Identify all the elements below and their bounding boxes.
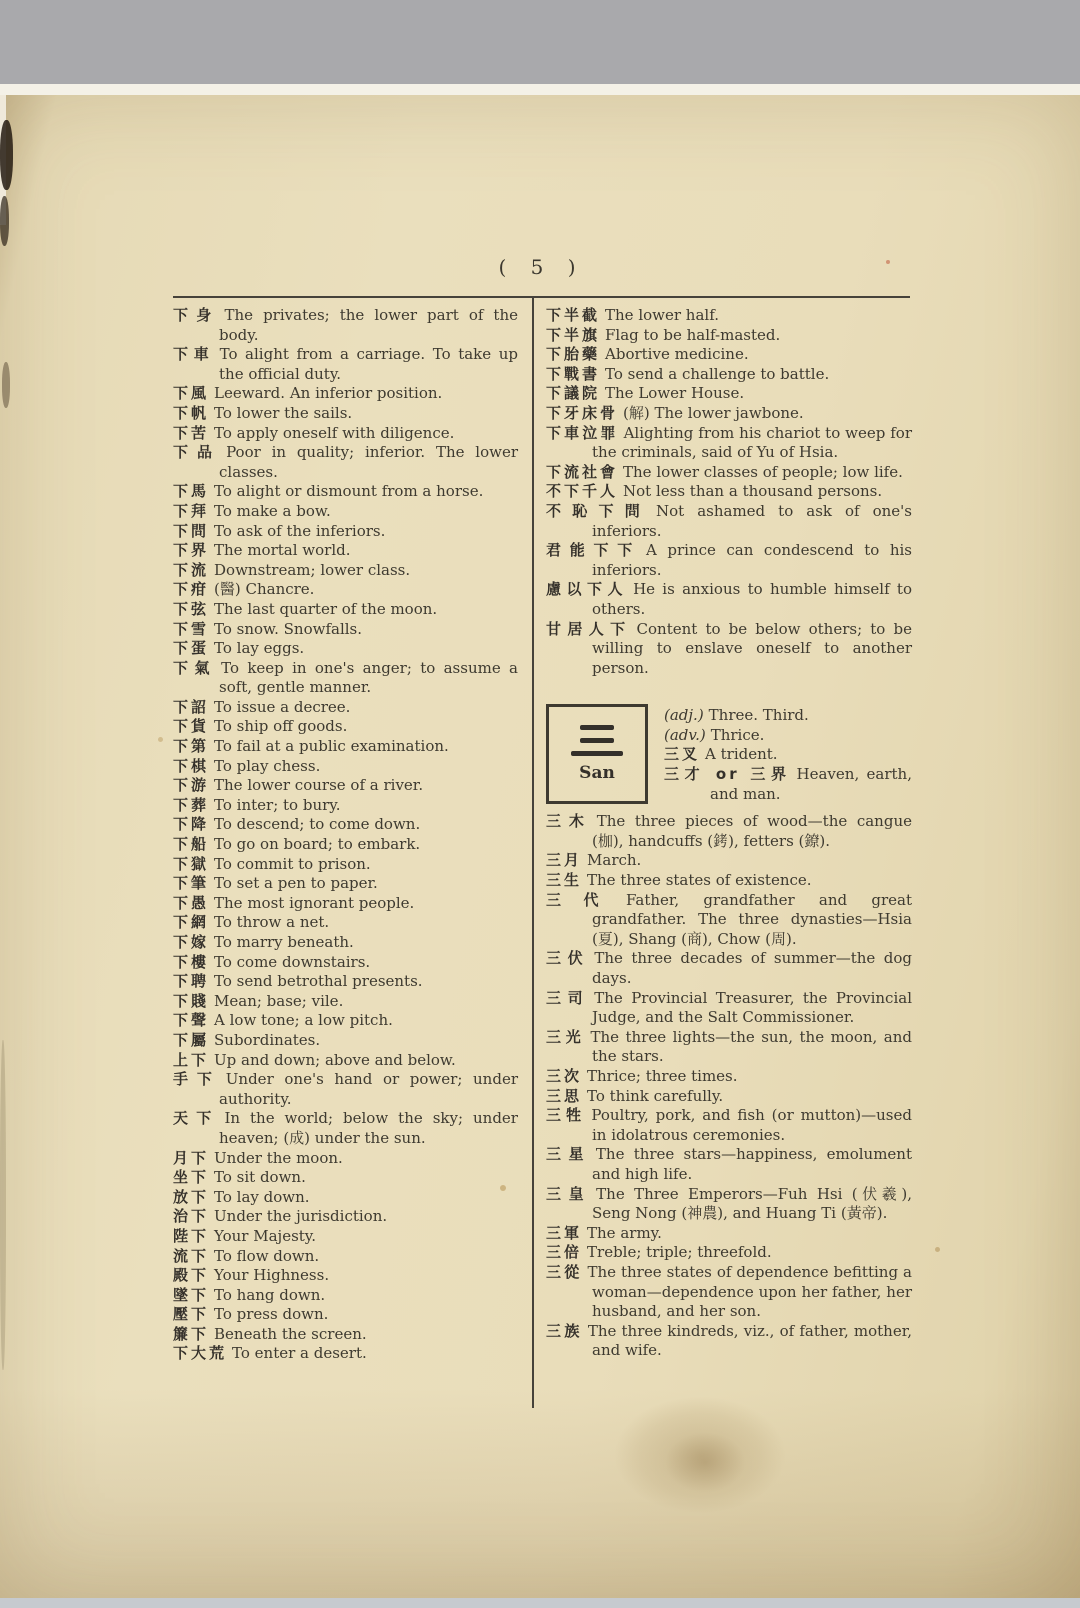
dictionary-entry xyxy=(173,1325,518,1345)
dictionary-entry xyxy=(173,659,518,698)
entry-headword: 月下 xyxy=(173,1148,210,1167)
entry-definition: To ask of the inferiors. xyxy=(214,521,386,540)
entry-definition: To send betrothal presents. xyxy=(214,972,423,991)
dictionary-entry xyxy=(546,1243,912,1263)
dictionary-entry xyxy=(173,1286,518,1306)
dictionary-entry xyxy=(173,1247,518,1267)
entry-headword: 不下千人 xyxy=(546,482,619,501)
entry-headword: 下身 xyxy=(173,306,220,324)
dictionary-entry xyxy=(173,894,518,914)
entry-headword: 下半截 xyxy=(546,306,601,324)
dictionary-entry xyxy=(173,1011,518,1031)
entry-definition: Subordinates. xyxy=(214,1030,321,1049)
dictionary-entry xyxy=(173,580,518,600)
entry-headword: 下船 xyxy=(173,835,210,854)
entry-headword: 下疳 xyxy=(173,580,210,599)
entry-definition: A trident. xyxy=(705,745,778,764)
entry-headword: 殿下 xyxy=(173,1266,210,1285)
entry-headword: 下詔 xyxy=(173,697,210,716)
right-column xyxy=(546,306,912,1361)
entry-definition: The three pieces of wood—the cangue (枷), handcuffs (銬), fetters (鐐). xyxy=(592,812,912,850)
entry-definition: To ship off goods. xyxy=(214,717,348,736)
dictionary-entry xyxy=(546,384,912,404)
entry-headword: 下弦 xyxy=(173,599,210,618)
dictionary-entry xyxy=(173,345,518,384)
entry-definition: To press down. xyxy=(214,1305,329,1324)
entry-definition: Abortive medicine. xyxy=(605,345,749,364)
dictionary-entry xyxy=(546,1185,912,1224)
dictionary-entry xyxy=(173,639,518,659)
entry-definition: The army. xyxy=(587,1223,662,1242)
dictionary-entry xyxy=(173,404,518,424)
dictionary-entry xyxy=(173,757,518,777)
entry-headword: 下筆 xyxy=(173,874,210,893)
entry-headword: 下胎藥 xyxy=(546,345,601,364)
dictionary-entry xyxy=(546,404,912,424)
entry-headword: 下葬 xyxy=(173,795,210,814)
entry-definition: To descend; to come down. xyxy=(214,815,421,834)
dictionary-entry xyxy=(546,541,912,580)
dictionary-entry xyxy=(173,561,518,581)
dictionary-entry xyxy=(546,891,912,950)
entry-definition: Thrice; three times. xyxy=(587,1067,738,1085)
entry-headword: 下大荒 xyxy=(173,1344,228,1363)
page-number: ( 5 ) xyxy=(498,255,585,279)
entry-definition: Under one's hand or power; under authority. xyxy=(219,1070,518,1108)
entry-definition: In the world; below the sky; under heaven; (成) under the sun. xyxy=(219,1109,518,1147)
entry-headword: 下戰書 xyxy=(546,364,601,383)
entry-headword: 甘居人下 xyxy=(546,619,632,638)
entry-definition: The three stars—happiness, emolument and high life. xyxy=(592,1145,912,1183)
entry-definition: To alight from a carriage. To take up the official duty. xyxy=(219,345,518,383)
entry-definition: The lower course of a river. xyxy=(214,776,424,795)
entry-definition: To enter a desert. xyxy=(232,1344,367,1363)
dictionary-entry xyxy=(173,522,518,542)
entry-definition: A low tone; a low pitch. xyxy=(214,1011,393,1030)
dictionary-entry xyxy=(173,1051,518,1071)
entry-headword: 三次 xyxy=(546,1067,583,1085)
entry-headword: 三倍 xyxy=(546,1243,583,1262)
dictionary-entry xyxy=(173,1149,518,1169)
dictionary-entry xyxy=(546,1028,912,1067)
entry-headword: 下嫁 xyxy=(173,933,210,951)
entry-headword: 下車泣罪 xyxy=(546,423,619,442)
entry-definition: Content to be below others; to be willing to enslave oneself to another person. xyxy=(592,619,912,677)
entry-definition: The three states of existence. xyxy=(587,871,812,890)
entry-headword: 下樓 xyxy=(173,952,210,971)
dictionary-entry xyxy=(173,933,518,953)
entry-definition: The last quarter of the moon. xyxy=(214,599,438,618)
entry-headword: 下馬 xyxy=(173,482,210,501)
entry-definition: The mortal world. xyxy=(214,541,351,560)
entry-headword: 下氣 xyxy=(173,658,217,677)
entry-headword: 三光 xyxy=(546,1027,586,1046)
entry-definition: To fail at a public examination. xyxy=(214,737,449,756)
dictionary-entry xyxy=(173,1188,518,1208)
entry-headword: 下帆 xyxy=(173,403,210,422)
dictionary-entry xyxy=(546,365,912,385)
page-top-edge xyxy=(0,84,1080,95)
entry-definition: To lay eggs. xyxy=(214,639,305,658)
dictionary-entry xyxy=(173,953,518,973)
entry-headword: 三叉 xyxy=(664,745,701,764)
entry-headword: 下游 xyxy=(173,776,210,795)
entry-definition: To apply oneself with diligence. xyxy=(214,423,455,442)
entry-definition: Downstream; lower class. xyxy=(214,560,411,579)
dictionary-entry xyxy=(173,972,518,992)
column-divider xyxy=(532,296,534,1408)
dictionary-entry xyxy=(173,384,518,404)
dictionary-entry xyxy=(173,874,518,894)
entry-headword: 天下 xyxy=(173,1109,220,1128)
entry-definition: The lower half. xyxy=(605,306,719,324)
part-of-speech: (adv.) xyxy=(664,725,706,744)
entry-definition: To sit down. xyxy=(214,1168,306,1187)
entry-definition: March. xyxy=(587,851,642,870)
dictionary-entry xyxy=(173,1070,518,1109)
entry-headword: 下聲 xyxy=(173,1011,210,1030)
dictionary-entry xyxy=(546,1087,912,1107)
entry-headword: 陛下 xyxy=(173,1226,210,1245)
dictionary-entry xyxy=(546,989,912,1028)
dictionary-entry xyxy=(546,1263,912,1322)
entry-headword: 三才 or 三界 xyxy=(664,765,792,784)
dictionary-entry xyxy=(546,306,912,326)
entry-definition: He is anxious to humble himself to others. xyxy=(592,580,912,618)
entry-headword: 下界 xyxy=(173,541,210,560)
entry-definition: To marry beneath. xyxy=(214,933,354,951)
entry-headword: 下聘 xyxy=(173,972,210,991)
dictionary-entry xyxy=(173,776,518,796)
entry-headword: 下屬 xyxy=(173,1030,210,1049)
entry-definition: To think carefully. xyxy=(587,1086,724,1105)
dictionary-entry xyxy=(546,482,912,502)
entry-definition: To send a challenge to battle. xyxy=(605,364,830,383)
entry-definition: To play chess. xyxy=(214,756,321,775)
entry-definition: Three. Third. xyxy=(708,706,809,725)
page-edge-shadow xyxy=(0,1040,6,1370)
page-edge-shadow xyxy=(0,196,9,246)
entry-headword: 下品 xyxy=(173,443,222,462)
entry-headword: 君能下下 xyxy=(546,541,642,560)
entry-headword: 三思 xyxy=(546,1086,583,1105)
entry-definition: Alighting from his chariot to weep for the criminals, said of Yu of Hsia. xyxy=(592,423,912,462)
entry-definition: Your Highness. xyxy=(214,1266,330,1285)
entry-headword: 下愚 xyxy=(173,893,210,912)
part-of-speech: (adj.) xyxy=(664,706,704,725)
entry-definition: Heaven, earth, and man. xyxy=(710,765,912,803)
dictionary-entry xyxy=(173,1031,518,1051)
entry-headword: 放下 xyxy=(173,1187,210,1206)
entry-definition: To set a pen to paper. xyxy=(214,874,378,893)
dictionary-entry xyxy=(173,698,518,718)
dictionary-entry xyxy=(173,815,518,835)
entry-headword: 下車 xyxy=(173,345,215,364)
entry-headword: 下拜 xyxy=(173,501,210,520)
dictionary-entry xyxy=(546,871,912,891)
dictionary-entry xyxy=(173,600,518,620)
header-rule xyxy=(173,296,910,298)
entry-definition: The three kindreds, viz., of father, mother, and wife. xyxy=(587,1321,912,1360)
dictionary-entry xyxy=(546,1322,912,1361)
san-subentry xyxy=(664,765,912,804)
entry-headword: 三從 xyxy=(546,1262,583,1281)
entry-headword: 下流 xyxy=(173,560,210,579)
entry-headword: 三皇 xyxy=(546,1184,592,1203)
san-subentry xyxy=(664,745,912,765)
entry-headword: 下苦 xyxy=(173,423,210,442)
page-bottom-edge xyxy=(0,1598,1080,1608)
entry-headword: 上下 xyxy=(173,1050,210,1069)
dictionary-entry xyxy=(546,580,912,619)
entry-headword: 三伏 xyxy=(546,949,590,968)
san-subentries xyxy=(664,704,912,804)
entry-definition: Poultry, pork, and fish (or mutton)—used in idolatrous ceremonies. xyxy=(591,1106,912,1144)
entry-definition: To alight or dismount from a horse. xyxy=(214,482,484,501)
paper-speck xyxy=(500,1185,506,1191)
entry-definition: Not ashamed to ask of one's inferiors. xyxy=(592,501,912,540)
entry-definition: A prince can condescend to his inferiors. xyxy=(592,541,912,579)
dictionary-entry xyxy=(546,1224,912,1244)
san-romanization: San xyxy=(579,763,615,784)
entry-headword: 下貨 xyxy=(173,717,210,736)
entry-definition: Not less than a thousand persons. xyxy=(623,482,883,501)
dictionary-entry xyxy=(173,796,518,816)
page-edge-shadow xyxy=(0,120,13,190)
entry-headword: 手下 xyxy=(173,1070,221,1089)
dictionary-entry xyxy=(173,855,518,875)
dictionary-entry xyxy=(546,463,912,483)
dictionary-entry xyxy=(173,1227,518,1247)
dictionary-entry xyxy=(546,1145,912,1184)
entry-definition: Your Majesty. xyxy=(214,1226,317,1245)
entry-headword: 三牲 xyxy=(546,1106,587,1125)
entry-headword: 下雪 xyxy=(173,619,210,638)
dictionary-entry xyxy=(173,717,518,737)
entry-headword: 下棋 xyxy=(173,756,210,775)
page-edge-shadow xyxy=(2,362,10,408)
entry-headword: 簾下 xyxy=(173,1324,210,1343)
entry-definition: To hang down. xyxy=(214,1285,326,1304)
dictionary-entry xyxy=(173,992,518,1012)
san-character-glyph xyxy=(571,725,623,756)
san-subentry xyxy=(664,706,912,726)
entry-definition: Mean; base; vile. xyxy=(214,991,344,1010)
entry-definition: Under the jurisdiction. xyxy=(214,1207,388,1226)
entry-headword: 下降 xyxy=(173,815,210,834)
entry-headword: 三族 xyxy=(546,1321,583,1340)
entry-headword: 三月 xyxy=(546,851,583,870)
entry-definition: Up and down; above and below. xyxy=(214,1050,456,1069)
entry-definition: To throw a net. xyxy=(214,913,330,932)
dictionary-entry xyxy=(173,1168,518,1188)
paper-speck xyxy=(935,1247,940,1252)
dictionary-entry xyxy=(173,620,518,640)
entry-definition: The privates; the lower part of the body. xyxy=(219,306,518,344)
entry-definition: (醫) Chancre. xyxy=(214,580,315,599)
dictionary-entry xyxy=(173,541,518,561)
entry-headword: 慮以下人 xyxy=(546,580,629,599)
entry-definition: Leeward. An inferior position. xyxy=(214,384,443,403)
entry-headword: 下風 xyxy=(173,384,210,403)
entry-definition: Poor in quality; inferior. The lower classes. xyxy=(219,443,518,481)
dictionary-entry xyxy=(546,812,912,851)
dictionary-entry xyxy=(546,851,912,871)
dictionary-entry xyxy=(546,1067,912,1087)
dictionary-entry xyxy=(173,1344,518,1364)
entry-headword: 下網 xyxy=(173,913,210,932)
dictionary-entry xyxy=(173,306,518,345)
entry-headword: 下賤 xyxy=(173,991,210,1010)
entry-headword: 三軍 xyxy=(546,1223,583,1242)
entry-definition: To keep in one's anger; to assume a soft, gentle manner. xyxy=(219,658,518,697)
entry-headword: 三生 xyxy=(546,871,583,890)
entry-definition: To come downstairs. xyxy=(214,952,371,971)
dictionary-entry xyxy=(546,326,912,346)
entry-definition: Thrice. xyxy=(710,725,765,744)
entry-definition: To lay down. xyxy=(214,1187,310,1206)
dictionary-entry xyxy=(173,1109,518,1148)
entry-headword: 下半旗 xyxy=(546,325,601,344)
dictionary-entry xyxy=(546,345,912,365)
dictionary-entry xyxy=(173,913,518,933)
dictionary-entry xyxy=(173,835,518,855)
entry-headword: 三星 xyxy=(546,1145,591,1164)
entry-definition: To go on board; to embark. xyxy=(214,835,421,854)
entry-headword: 三司 xyxy=(546,988,590,1007)
entry-headword: 下蛋 xyxy=(173,639,210,658)
entry-definition: The most ignorant people. xyxy=(214,893,415,912)
entry-headword: 下第 xyxy=(173,737,210,756)
entry-headword: 三代 xyxy=(546,890,621,909)
entry-headword: 下議院 xyxy=(546,384,601,403)
dictionary-entry xyxy=(173,502,518,522)
entry-definition: The three decades of summer—the dog days. xyxy=(592,949,912,988)
entry-definition: To flow down. xyxy=(214,1246,320,1265)
dictionary-entry xyxy=(173,443,518,482)
entry-headword: 坐下 xyxy=(173,1168,210,1187)
entry-headword: 治下 xyxy=(173,1207,210,1226)
dictionary-entry xyxy=(173,737,518,757)
san-radical-box xyxy=(546,704,648,804)
dictionary-entry xyxy=(173,482,518,502)
dictionary-entry xyxy=(173,1305,518,1325)
entry-definition: (解) The lower jawbone. xyxy=(623,403,804,422)
entry-definition: Beneath the screen. xyxy=(214,1324,367,1343)
dictionary-entry xyxy=(546,949,912,988)
entry-headword: 下獄 xyxy=(173,854,210,873)
entry-definition: The three lights—the sun, the moon, and the stars. xyxy=(590,1027,912,1066)
entry-definition: The Lower House. xyxy=(605,384,745,403)
entry-headword: 下問 xyxy=(173,521,210,540)
entry-definition: The Provincial Treasurer, the Provincial Judge, and the Salt Commissioner. xyxy=(592,988,912,1027)
entry-headword: 三木 xyxy=(546,812,592,831)
dictionary-entry xyxy=(546,1106,912,1145)
entry-definition: To lower the sails. xyxy=(214,403,353,422)
entry-headword: 流下 xyxy=(173,1246,210,1265)
entry-definition: To make a bow. xyxy=(214,501,331,520)
paper-speck xyxy=(886,260,890,264)
entry-definition: The three states of dependence befitting a woman—dependence upon her father, her husband, and her son. xyxy=(587,1262,912,1321)
entry-headword: 壓下 xyxy=(173,1305,210,1324)
san-subentry xyxy=(664,726,912,746)
entry-headword: 下流社會 xyxy=(546,462,619,481)
entry-definition: Flag to be half-masted. xyxy=(605,325,781,344)
entry-definition: To commit to prison. xyxy=(214,854,371,873)
dictionary-entry xyxy=(546,502,912,541)
entry-definition: Under the moon. xyxy=(214,1148,343,1167)
left-column xyxy=(173,306,518,1364)
dictionary-entry xyxy=(173,1207,518,1227)
entry-definition: Treble; triple; threefold. xyxy=(587,1243,772,1262)
entry-definition: Father, grandfather and great grandfather. The three dynasties—Hsia (夏), Shang (商), Chow (周). xyxy=(592,890,912,948)
xia-entries xyxy=(546,306,912,678)
page-paper xyxy=(0,95,1080,1598)
dictionary-entry xyxy=(546,424,912,463)
paper-speck xyxy=(158,737,163,742)
entry-definition: To issue a decree. xyxy=(214,697,351,716)
entry-definition: The lower classes of people; low life. xyxy=(623,462,903,481)
dictionary-entry xyxy=(173,1266,518,1286)
entry-definition: To inter; to bury. xyxy=(214,795,341,814)
entry-headword: 墜下 xyxy=(173,1285,210,1304)
dictionary-entry xyxy=(173,424,518,444)
san-section-header xyxy=(546,704,912,804)
entry-definition: The Three Emperors—Fuh Hsi (伏羲), Seng Nong (神農), and Huang Ti (黃帝). xyxy=(592,1184,912,1223)
entry-headword: 下牙床骨 xyxy=(546,403,619,422)
san-entries xyxy=(546,812,912,1361)
paper-stain xyxy=(655,1425,755,1500)
dictionary-entry xyxy=(546,620,912,679)
entry-headword: 不恥下問 xyxy=(546,501,652,520)
entry-definition: To snow. Snowfalls. xyxy=(214,619,363,638)
